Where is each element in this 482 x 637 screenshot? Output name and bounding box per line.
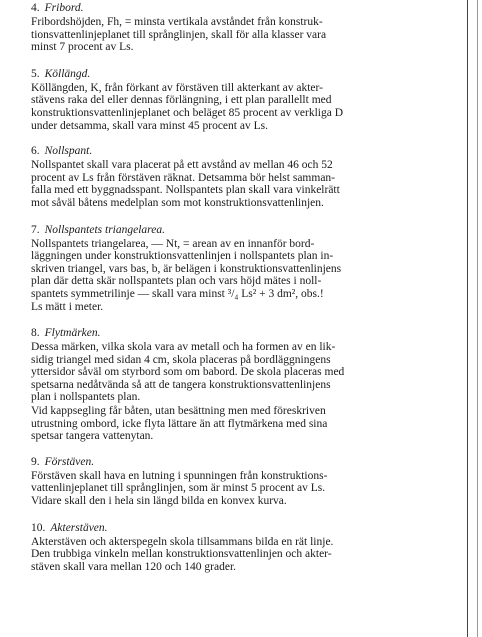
section-heading xyxy=(31,145,447,158)
text-line: Den trubbiga vinkeln mellan konstruktionsvattenlinjen och akter- xyxy=(31,548,332,561)
text-line: spetsar tangera vattenytan. xyxy=(31,430,154,443)
text-line: utrustning ombord, icke flyta lättare än att flytmärkena med sina xyxy=(31,417,328,430)
section-heading xyxy=(31,456,447,469)
section-title: Nollspantets triangelarea. xyxy=(44,223,165,236)
section-paragraph xyxy=(31,159,447,209)
text-line: tionsvattenlinjeplanet till språnglinjen, skall för alla klasser vara xyxy=(31,28,327,41)
section-5 xyxy=(31,327,447,443)
text-line: minst 7 procent av Ls. xyxy=(31,41,134,54)
section-number: 10. xyxy=(31,521,46,534)
text-line: Förstäven skall hava en lutning i spunningen från konstruktions- xyxy=(31,469,328,482)
section-number: 9. xyxy=(31,455,40,468)
text-line: Nollspantet skall vara placerat på ett avstånd av mellan 46 och 52 xyxy=(31,159,333,172)
text-line: Nollspantets triangelarea, — Nt, = arean av en innanför bord- xyxy=(31,237,315,250)
document-body xyxy=(31,2,447,582)
section-heading xyxy=(31,68,447,81)
section-heading xyxy=(31,522,447,535)
section-4 xyxy=(31,224,447,314)
text-line: skriven triangel, vars bas, b, är belägen i konstruktionsvattenlinjens xyxy=(31,262,342,275)
text-line: procent av Ls från förstäven räknat. Detsamma bör helst samman- xyxy=(31,171,336,184)
section-heading xyxy=(31,2,447,15)
page-edge-line-outer xyxy=(477,0,478,637)
section-paragraph xyxy=(31,341,447,404)
text-line: plan där detta skär nollspantets plan och vars höjd mätes i noll- xyxy=(31,275,322,288)
section-1 xyxy=(31,2,447,54)
text-line: yttersidor såväl om styrbord som om babord. De skola placeras med xyxy=(31,366,345,379)
text-line: sidig triangel med sidan 4 cm, skola placeras på bordläggningens xyxy=(31,353,331,366)
section-title: Akterstäven. xyxy=(50,521,108,534)
text-line: Vidare skall den i hela sin längd bilda en konvex kurva. xyxy=(31,495,287,508)
text-line: läggningen under konstruktionsvattenlinjen i nollspantets plan in- xyxy=(31,250,334,263)
text-line: plan i nollspantets plan. xyxy=(31,391,141,404)
text-line: Ls mätt i meter. xyxy=(31,300,104,313)
text-line: Fribordshöjden, Fh, = minsta vertikala avståndet från konstruk- xyxy=(31,16,323,28)
text-line: spetsarna nedåtvända så att de tangera konstruktionsvattenlinjens xyxy=(31,378,331,391)
section-2 xyxy=(31,68,447,132)
section-7 xyxy=(31,522,447,574)
section-paragraph xyxy=(31,536,447,574)
section-number: 4. xyxy=(31,2,40,14)
section-paragraph xyxy=(31,16,447,54)
text-line: konstruktionsvattenlinjeplanet och beläget 85 procent av verkliga D xyxy=(31,106,344,119)
section-3 xyxy=(31,145,447,209)
text-line: Vid kappsegling får båten, utan besättning men med föreskriven xyxy=(31,405,326,418)
section-heading xyxy=(31,224,447,237)
page-edge-line xyxy=(467,0,468,637)
text-line: Köllängden, K, från förkant av förstäven till akterkant av akter- xyxy=(31,81,323,94)
section-title: Nollspant. xyxy=(44,145,93,158)
text-line: falla med ett byggnadsspant. Nollspantets plan skall vara vinkelrätt xyxy=(31,184,340,197)
section-number: 7. xyxy=(31,223,40,236)
text-line: spantets symmetrilinje — skall vara minst ³/₄ Ls² + 3 dm², obs.! xyxy=(31,287,324,300)
section-title: Köllängd. xyxy=(44,67,91,80)
text-line: stävens raka del eller dennas förlängning, i ett plan parallellt med xyxy=(31,94,332,107)
section-heading xyxy=(31,327,447,340)
section-number: 5. xyxy=(31,67,40,80)
section-title: Förstäven. xyxy=(44,455,95,468)
text-line: stäven skall vara mellan 120 och 140 grader. xyxy=(31,560,237,573)
section-paragraph xyxy=(31,82,447,132)
section-number: 6. xyxy=(31,145,40,158)
text-line: under detsamma, skall vara minst 45 procent av Ls. xyxy=(31,119,268,132)
section-6 xyxy=(31,456,447,508)
section-number: 8. xyxy=(31,327,40,340)
section-title: Fribord. xyxy=(44,2,84,14)
section-paragraph xyxy=(31,238,447,314)
section-paragraph xyxy=(31,405,447,443)
section-title: Flytmärken. xyxy=(44,327,101,340)
text-line: vattenlinjeplanet till språnglinjen, som är minst 5 procent av Ls. xyxy=(31,482,326,495)
text-line: Dessa märken, vilka skola vara av metall och ha formen av en lik- xyxy=(31,341,336,354)
text-line: mot såväl båtens medelplan som mot konstruktionsvattenlinjen. xyxy=(31,196,324,209)
section-paragraph xyxy=(31,470,447,508)
text-line: Akterstäven och akterspegeln skola tillsammans bilda en rät linje. xyxy=(31,535,334,548)
